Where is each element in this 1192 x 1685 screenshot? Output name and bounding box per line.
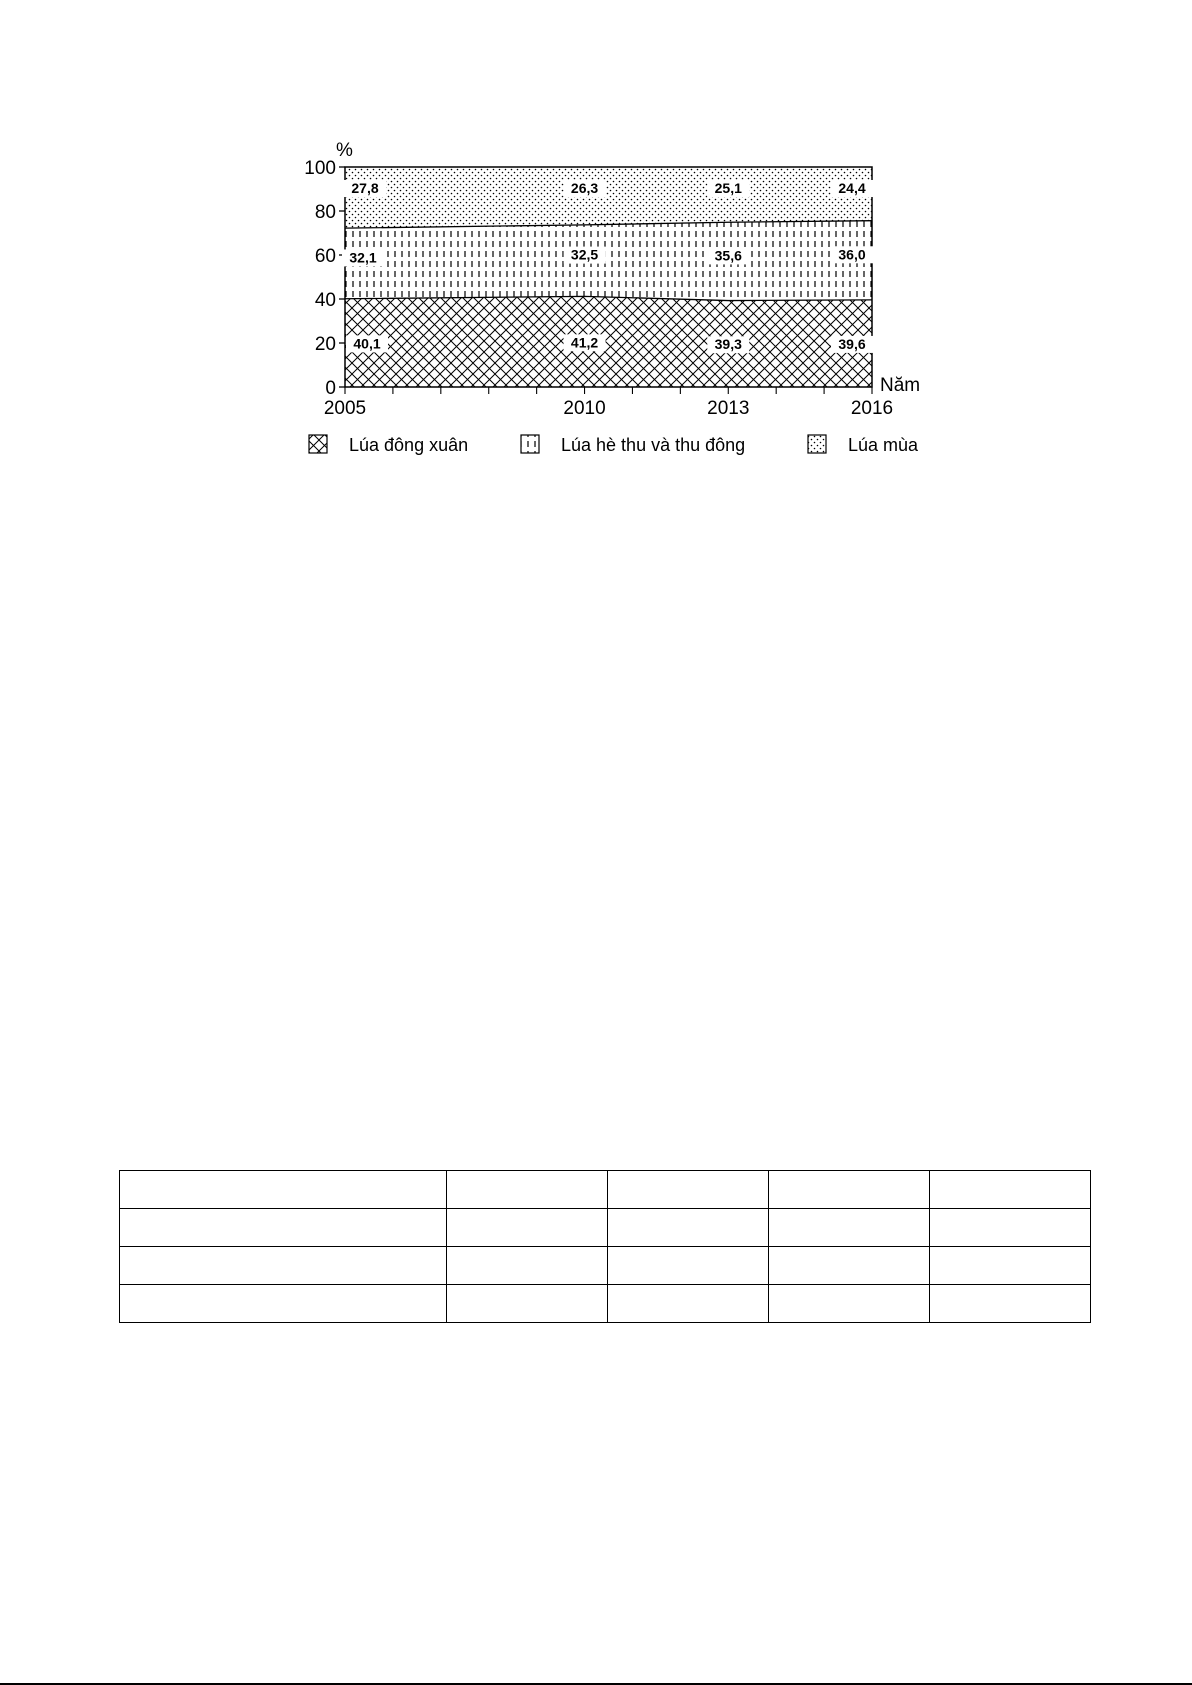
table-row bbox=[120, 1285, 1091, 1323]
table-cell bbox=[930, 1209, 1091, 1247]
table-cell bbox=[930, 1285, 1091, 1323]
table-row bbox=[120, 1171, 1091, 1209]
data-label: 32,5 bbox=[570, 246, 599, 263]
table-cell bbox=[930, 1247, 1091, 1285]
legend-label-lua-he-thu: Lúa hè thu và thu đông bbox=[561, 435, 746, 455]
table-cell bbox=[447, 1285, 608, 1323]
data-label: 25,1 bbox=[714, 180, 742, 196]
legend-swatch-lua-dong-xuan bbox=[309, 435, 327, 453]
table-cell bbox=[120, 1247, 447, 1285]
legend-label-lua-mua: Lúa mùa bbox=[848, 435, 919, 455]
table-cell bbox=[120, 1171, 447, 1209]
table-cell bbox=[930, 1171, 1091, 1209]
y-tick-label: 60 bbox=[314, 246, 336, 267]
table-cell bbox=[769, 1285, 930, 1323]
area-0 bbox=[345, 296, 872, 387]
x-tick-label: 2005 bbox=[323, 398, 367, 419]
data-label: 39,3 bbox=[714, 336, 742, 353]
y-tick-label: 80 bbox=[314, 202, 336, 223]
y-tick-label: 100 bbox=[304, 158, 336, 179]
x-tick-label: 2010 bbox=[563, 398, 606, 419]
blank-table bbox=[119, 1170, 1091, 1323]
table-cell bbox=[608, 1209, 769, 1247]
legend bbox=[309, 435, 919, 455]
data-label: 24,4 bbox=[838, 180, 866, 196]
legend-swatch-lua-he-thu bbox=[521, 435, 539, 453]
areas-layer bbox=[345, 167, 872, 387]
data-label: 40,1 bbox=[353, 335, 381, 352]
y-tick-label: 40 bbox=[314, 290, 336, 311]
x-tick-label: 2016 bbox=[850, 398, 894, 419]
table-cell bbox=[447, 1209, 608, 1247]
legend-swatch-lua-mua bbox=[808, 435, 826, 453]
table-cell bbox=[120, 1285, 447, 1323]
x-axis-label: Năm bbox=[880, 375, 921, 396]
data-label: 27,8 bbox=[351, 180, 379, 196]
table-cell bbox=[769, 1247, 930, 1285]
data-label: 39,6 bbox=[838, 335, 866, 352]
table-row bbox=[120, 1209, 1091, 1247]
table-cell bbox=[447, 1247, 608, 1285]
table-cell bbox=[769, 1209, 930, 1247]
table-cell bbox=[769, 1171, 930, 1209]
table-cell bbox=[608, 1171, 769, 1209]
data-label: 26,3 bbox=[570, 180, 599, 196]
data-label: 41,2 bbox=[570, 334, 599, 351]
area-1 bbox=[345, 221, 872, 301]
stacked-area-chart bbox=[0, 0, 1192, 480]
table-cell bbox=[608, 1247, 769, 1285]
data-label: 36,0 bbox=[838, 246, 866, 263]
table-cell bbox=[447, 1171, 608, 1209]
table-cell bbox=[608, 1285, 769, 1323]
table-cell bbox=[120, 1209, 447, 1247]
data-label: 35,6 bbox=[714, 247, 742, 264]
area-2 bbox=[345, 167, 872, 228]
legend-label-lua-dong-xuan: Lúa đông xuân bbox=[349, 435, 469, 455]
table-row bbox=[120, 1247, 1091, 1285]
x-tick-label: 2013 bbox=[707, 398, 750, 419]
y-tick-label: 0 bbox=[325, 378, 336, 399]
y-tick-label: 20 bbox=[314, 334, 336, 355]
data-label: 32,1 bbox=[349, 249, 377, 266]
y-axis-label: % bbox=[336, 140, 353, 161]
